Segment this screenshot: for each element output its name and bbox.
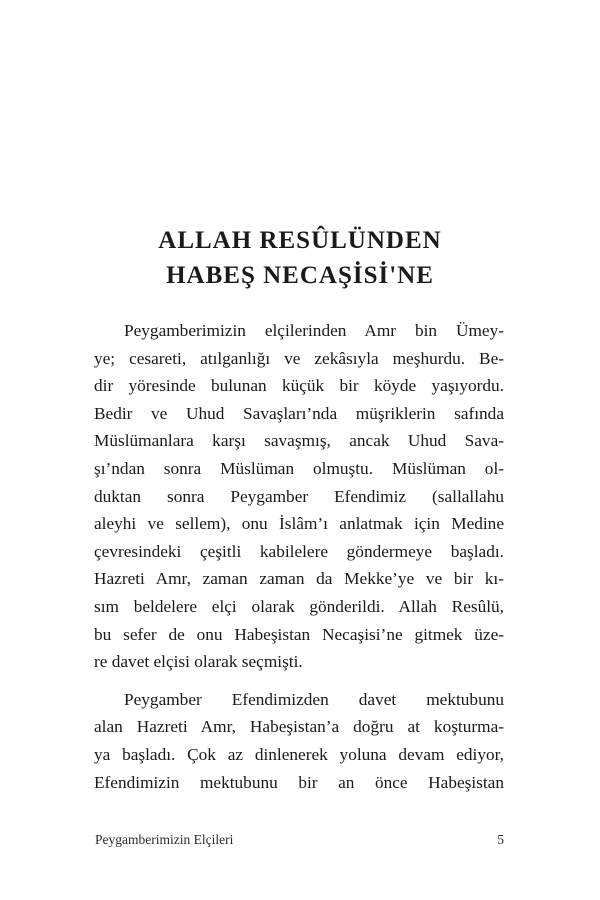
paragraph-line: ya başladı. Çok az dinlenerek yoluna devam ediyor,: [94, 744, 504, 764]
paragraph-line: ye; cesareti, atılganlığı ve zekâsıyla meşhurdu. Be-: [94, 348, 504, 368]
paragraph-line: duktan sonra Peygamber Efendimiz (sallallahu: [94, 486, 504, 506]
paragraph-line: Bedir ve Uhud Savaşları’nda müşriklerin safında: [94, 403, 504, 423]
paragraph-gap: [94, 676, 504, 686]
paragraph-line: alan Hazreti Amr, Habeşistan’a doğru at koşturma-: [94, 717, 504, 737]
paragraph-line: aleyhi ve sellem), onu İslâm’ı anlatmak için Medine: [94, 514, 504, 534]
paragraph-line: bu sefer de onu Habeşistan Necaşisi’ne gitmek üze-: [94, 624, 504, 644]
chapter-title-line-1: ALLAH RESÛLÜNDEN: [158, 227, 442, 254]
chapter-title-line-2: HABEŞ NECAŞİSİ'NE: [166, 262, 434, 289]
running-footer-book-title: Peygamberimizin Elçileri: [95, 832, 234, 847]
paragraph-line: re davet elçisi olarak seçmişti.: [94, 652, 303, 672]
paragraph-line: şı’ndan sonra Müslüman olmuştu. Müslüman ol-: [94, 458, 504, 478]
paragraph-line: Peygamberimizin elçilerinden Amr bin Ümey-: [124, 321, 504, 340]
paragraph-line: dir yöresinde bulunan küçük bir köyde yaşıyordu.: [94, 376, 504, 396]
paragraph-line: Efendimizin mektubunu bir an önce Habeşistan: [94, 772, 504, 792]
paragraph-line: Peygamber Efendimizden davet mektubunu: [124, 689, 504, 709]
body-text: [94, 317, 504, 796]
paragraph-line: çevresindeki çeşitli kabilelere göndermeye başladı.: [94, 541, 504, 561]
paragraph-line: sım beldelere elçi olarak gönderildi. Allah Resûlü,: [94, 596, 504, 616]
paragraph-line: Hazreti Amr, zaman zaman da Mekke’ye ve bir kı-: [94, 569, 504, 589]
page-number: 5: [497, 832, 504, 847]
paragraph-line: Müslümanlara karşı savaşmış, ancak Uhud Sava-: [94, 431, 504, 451]
